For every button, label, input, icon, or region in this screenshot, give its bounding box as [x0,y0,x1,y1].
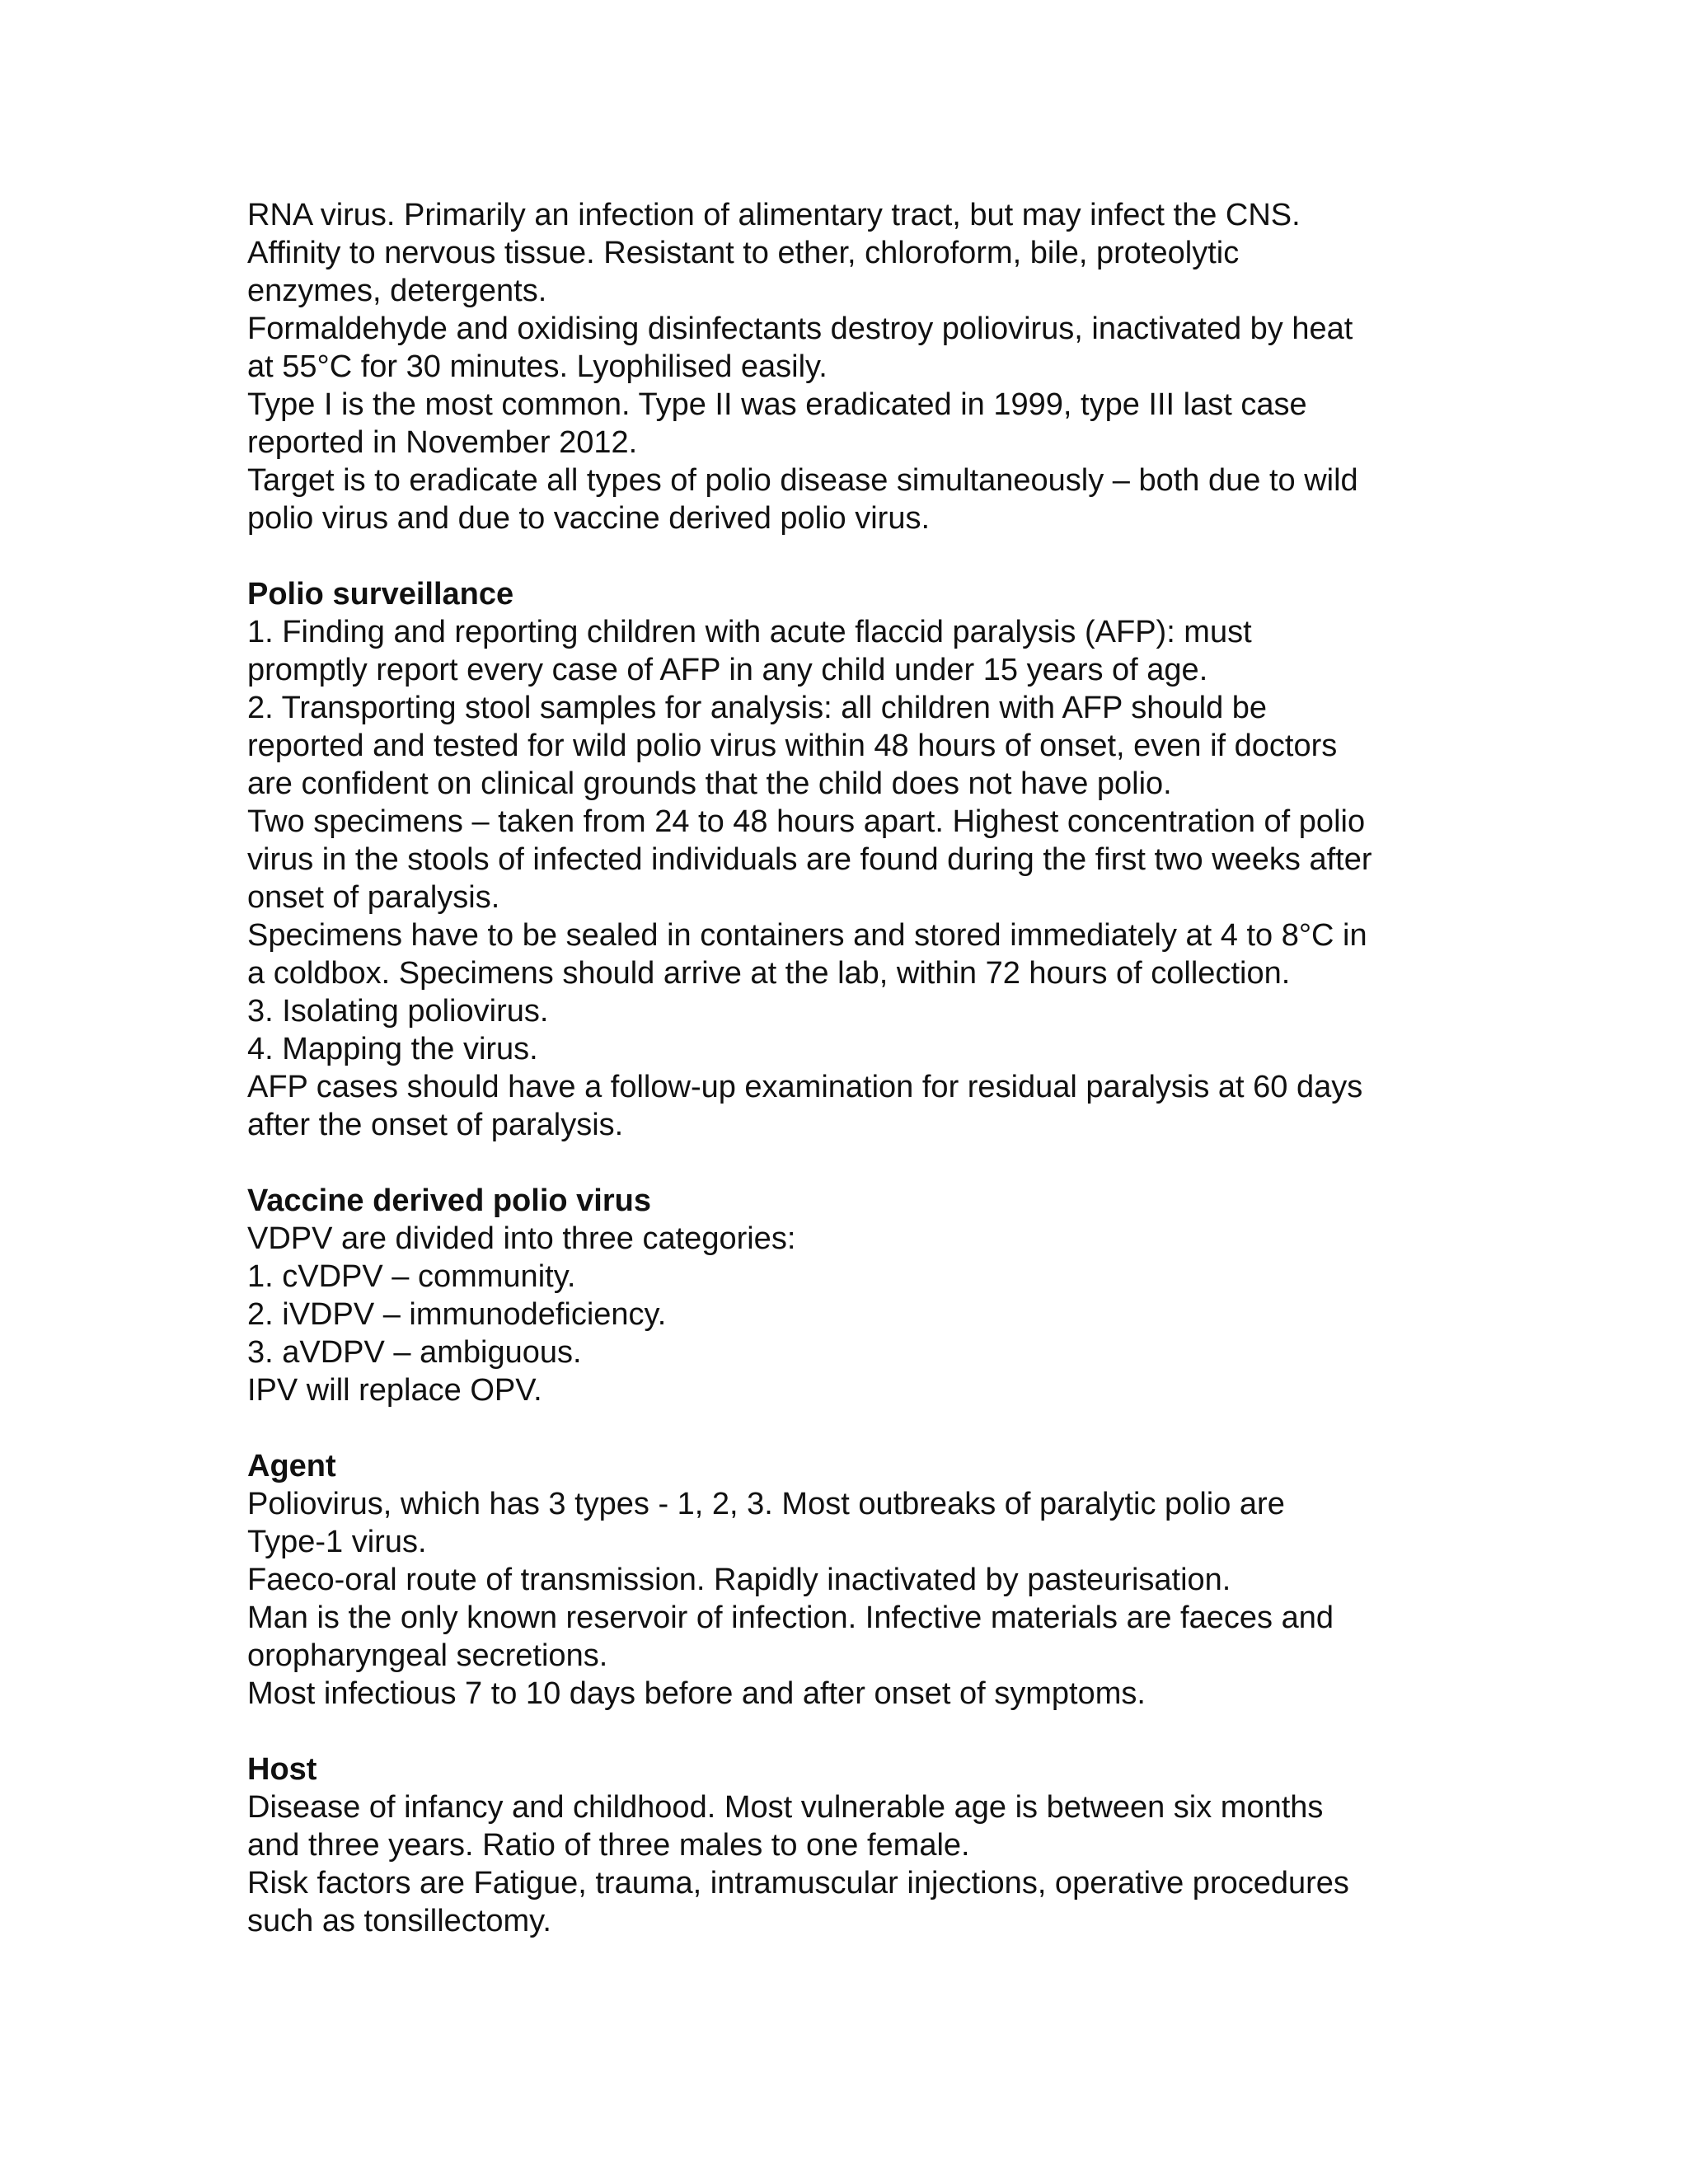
text-line: RNA virus. Primarily an infection of alimentary tract, but may infect the CNS. [247,198,1301,232]
text-line: Most infectious 7 to 10 days before and after onset of symptoms. [247,1676,1146,1711]
text-line: 3. Isolating poliovirus. [247,994,549,1029]
text-line: Target is to eradicate all types of polio disease simultaneously – both due to wild [247,463,1358,498]
text-line: Formaldehyde and oxidising disinfectants destroy poliovirus, inactivated by heat [247,312,1353,346]
section-heading: Polio surveillance [247,577,514,612]
text-line: reported in November 2012. [247,425,638,460]
text-line: Man is the only known reservoir of infection. Infective materials are faeces and [247,1601,1334,1635]
text-line: Specimens have to be sealed in containers and stored immediately at 4 to 8°C in [247,918,1367,953]
section-gap [247,1144,1467,1182]
text-line: IPV will replace OPV. [247,1373,542,1408]
text-line: polio virus and due to vaccine derived polio virus. [247,501,931,536]
text-line: oropharyngeal secretions. [247,1638,608,1673]
text-line: and three years. Ratio of three males to one female. [247,1828,970,1863]
text-line: reported and tested for wild polio virus within 48 hours of onset, even if doctors [247,729,1338,763]
section-heading: Agent [247,1449,336,1483]
text-line: Poliovirus, which has 3 types - 1, 2, 3. Most outbreaks of paralytic polio are [247,1487,1285,1521]
intro-section [247,196,1467,537]
text-line: Faeco-oral route of transmission. Rapidly inactivated by pasteurisation. [247,1563,1231,1597]
section-heading: Host [247,1752,317,1787]
text-line: after the onset of paralysis. [247,1108,624,1142]
text-line: Risk factors are Fatigue, trauma, intramuscular injections, operative procedures [247,1866,1349,1900]
text-line: enzymes, detergents. [247,274,547,308]
text-line: 1. Finding and reporting children with acute flaccid paralysis (AFP): must [247,615,1252,649]
section-gap [247,1409,1467,1447]
text-line: promptly report every case of AFP in any child under 15 years of age. [247,653,1208,687]
text-line: at 55°C for 30 minutes. Lyophilised easily. [247,349,828,384]
document-page [247,196,1467,1940]
text-line: 2. Transporting stool samples for analysis: all children with AFP should be [247,691,1268,725]
text-line: such as tonsillectomy. [247,1904,551,1938]
text-line: virus in the stools of infected individuals are found during the first two weeks after [247,842,1372,877]
text-line: onset of paralysis. [247,880,500,915]
text-line: a coldbox. Specimens should arrive at the lab, within 72 hours of collection. [247,956,1291,991]
text-line: 4. Mapping the virus. [247,1032,538,1066]
text-line: VDPV are divided into three categories: [247,1221,796,1256]
text-line: Type I is the most common. Type II was eradicated in 1999, type III last case [247,387,1307,422]
vdpv-section [247,1182,1467,1409]
text-line: 1. cVDPV – community. [247,1259,576,1294]
host-section [247,1750,1467,1940]
section-gap [247,537,1467,575]
text-line: 2. iVDPV – immunodeficiency. [247,1297,667,1332]
agent-section [247,1447,1467,1713]
surveillance-section [247,575,1467,1144]
text-line: 3. aVDPV – ambiguous. [247,1335,582,1370]
text-line: Affinity to nervous tissue. Resistant to ether, chloroform, bile, proteolytic [247,236,1240,270]
section-gap [247,1713,1467,1750]
text-line: Two specimens – taken from 24 to 48 hours apart. Highest concentration of polio [247,804,1366,839]
text-line: are confident on clinical grounds that the child does not have polio. [247,766,1172,801]
text-line: AFP cases should have a follow-up examination for residual paralysis at 60 days [247,1070,1363,1104]
section-heading: Vaccine derived polio virus [247,1183,651,1218]
text-line: Type-1 virus. [247,1525,427,1559]
text-line: Disease of infancy and childhood. Most vulnerable age is between six months [247,1790,1324,1825]
